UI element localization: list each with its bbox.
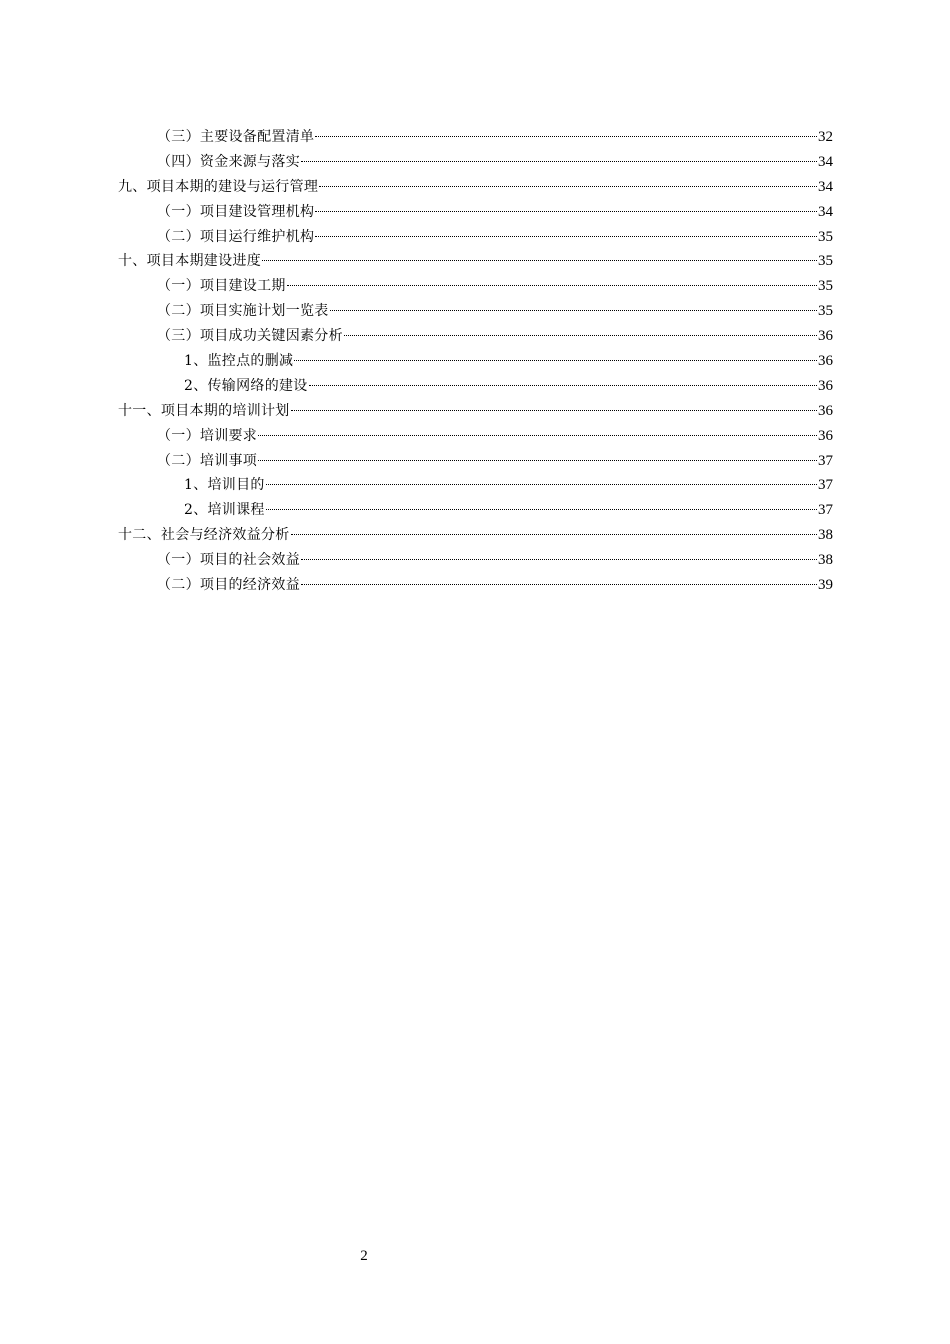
toc-dot-leader bbox=[315, 211, 817, 212]
toc-entry-title: （一）项目建设工期 bbox=[157, 278, 286, 295]
toc-entry-title: （三）项目成功关键因素分析 bbox=[157, 328, 343, 345]
toc-entry-page: 35 bbox=[818, 253, 833, 270]
toc-entry-title: 九、项目本期的建设与运行管理 bbox=[118, 178, 319, 195]
toc-entry-title: （三）主要设备配置清单 bbox=[157, 129, 315, 145]
toc-dot-leader bbox=[266, 509, 817, 510]
toc-entry-title: 2、传输网络的建设 bbox=[184, 377, 308, 394]
toc-dot-leader bbox=[301, 559, 817, 560]
toc-entry-title: 1、监控点的删减 bbox=[184, 353, 294, 370]
toc-entry-page: 37 bbox=[818, 502, 833, 519]
toc-entry[interactable] bbox=[118, 125, 833, 150]
toc-entry-page: 35 bbox=[818, 278, 833, 295]
toc-dot-leader bbox=[258, 460, 817, 461]
toc-entry[interactable] bbox=[118, 249, 833, 274]
toc-entry[interactable] bbox=[118, 548, 833, 573]
toc-entry[interactable] bbox=[118, 573, 833, 598]
toc-entry-page: 36 bbox=[818, 402, 833, 419]
toc-entry-page: 36 bbox=[818, 353, 833, 370]
toc-dot-leader bbox=[315, 236, 817, 237]
toc-entry-page: 36 bbox=[818, 328, 833, 345]
toc-entry-page: 38 bbox=[818, 527, 833, 544]
toc-dot-leader bbox=[309, 385, 817, 386]
toc-entry-title: （一）培训要求 bbox=[157, 427, 258, 444]
toc-dot-leader bbox=[301, 584, 817, 585]
toc-dot-leader bbox=[291, 534, 817, 535]
toc-entry-page: 34 bbox=[818, 153, 833, 170]
toc-entry-page: 32 bbox=[818, 129, 833, 145]
toc-entry-page: 37 bbox=[818, 477, 833, 494]
toc-entry[interactable] bbox=[118, 225, 833, 250]
toc-entry-page: 38 bbox=[818, 552, 833, 569]
toc-entry-title: 十二、社会与经济效益分析 bbox=[118, 527, 290, 544]
toc-entry-title: （一）项目建设管理机构 bbox=[157, 203, 315, 220]
toc-entry-title: 十一、项目本期的培训计划 bbox=[118, 402, 290, 419]
toc-dot-leader bbox=[266, 484, 817, 485]
toc-entry-title: 2、培训课程 bbox=[184, 502, 265, 519]
toc-entry-page: 39 bbox=[818, 577, 833, 594]
toc-entry-page: 36 bbox=[818, 427, 833, 444]
toc-entry[interactable] bbox=[118, 150, 833, 175]
toc-dot-leader bbox=[301, 161, 817, 162]
toc-entry[interactable] bbox=[118, 424, 833, 449]
toc-entry[interactable] bbox=[118, 498, 833, 523]
toc-entry[interactable] bbox=[118, 324, 833, 349]
toc-entry[interactable] bbox=[118, 449, 833, 474]
toc-dot-leader bbox=[319, 186, 817, 187]
toc-entry-page: 35 bbox=[818, 228, 833, 245]
toc-entry-title: （二）项目运行维护机构 bbox=[157, 228, 315, 245]
toc-dot-leader bbox=[294, 360, 817, 361]
toc-entry-title: （二）项目的经济效益 bbox=[157, 577, 300, 594]
toc-dot-leader bbox=[287, 285, 817, 286]
toc-entry-page: 35 bbox=[818, 303, 833, 320]
toc-dot-leader bbox=[344, 335, 817, 336]
table-of-contents bbox=[118, 125, 833, 598]
toc-entry-title: （二）项目实施计划一览表 bbox=[157, 303, 329, 320]
toc-entry-page: 37 bbox=[818, 452, 833, 469]
toc-dot-leader bbox=[291, 410, 817, 411]
toc-entry-page: 34 bbox=[818, 203, 833, 220]
toc-entry[interactable] bbox=[118, 299, 833, 324]
toc-dot-leader bbox=[258, 435, 817, 436]
toc-entry[interactable] bbox=[118, 274, 833, 299]
toc-entry-title: （二）培训事项 bbox=[157, 452, 258, 469]
toc-entry[interactable] bbox=[118, 473, 833, 498]
toc-entry[interactable] bbox=[118, 349, 833, 374]
toc-dot-leader bbox=[330, 310, 817, 311]
toc-entry[interactable] bbox=[118, 175, 833, 200]
toc-entry[interactable] bbox=[118, 374, 833, 399]
toc-entry[interactable] bbox=[118, 399, 833, 424]
toc-entry-page: 34 bbox=[818, 178, 833, 195]
toc-entry[interactable] bbox=[118, 523, 833, 548]
toc-dot-leader bbox=[262, 260, 817, 261]
toc-entry-page: 36 bbox=[818, 377, 833, 394]
toc-dot-leader bbox=[315, 136, 817, 137]
page-number: 2 bbox=[360, 1248, 368, 1264]
toc-entry-title: （一）项目的社会效益 bbox=[157, 552, 300, 569]
toc-entry[interactable] bbox=[118, 200, 833, 225]
toc-entry-title: 十、项目本期建设进度 bbox=[118, 253, 261, 270]
toc-entry-title: 1、培训目的 bbox=[184, 477, 265, 494]
toc-entry-title: （四）资金来源与落实 bbox=[157, 153, 300, 170]
